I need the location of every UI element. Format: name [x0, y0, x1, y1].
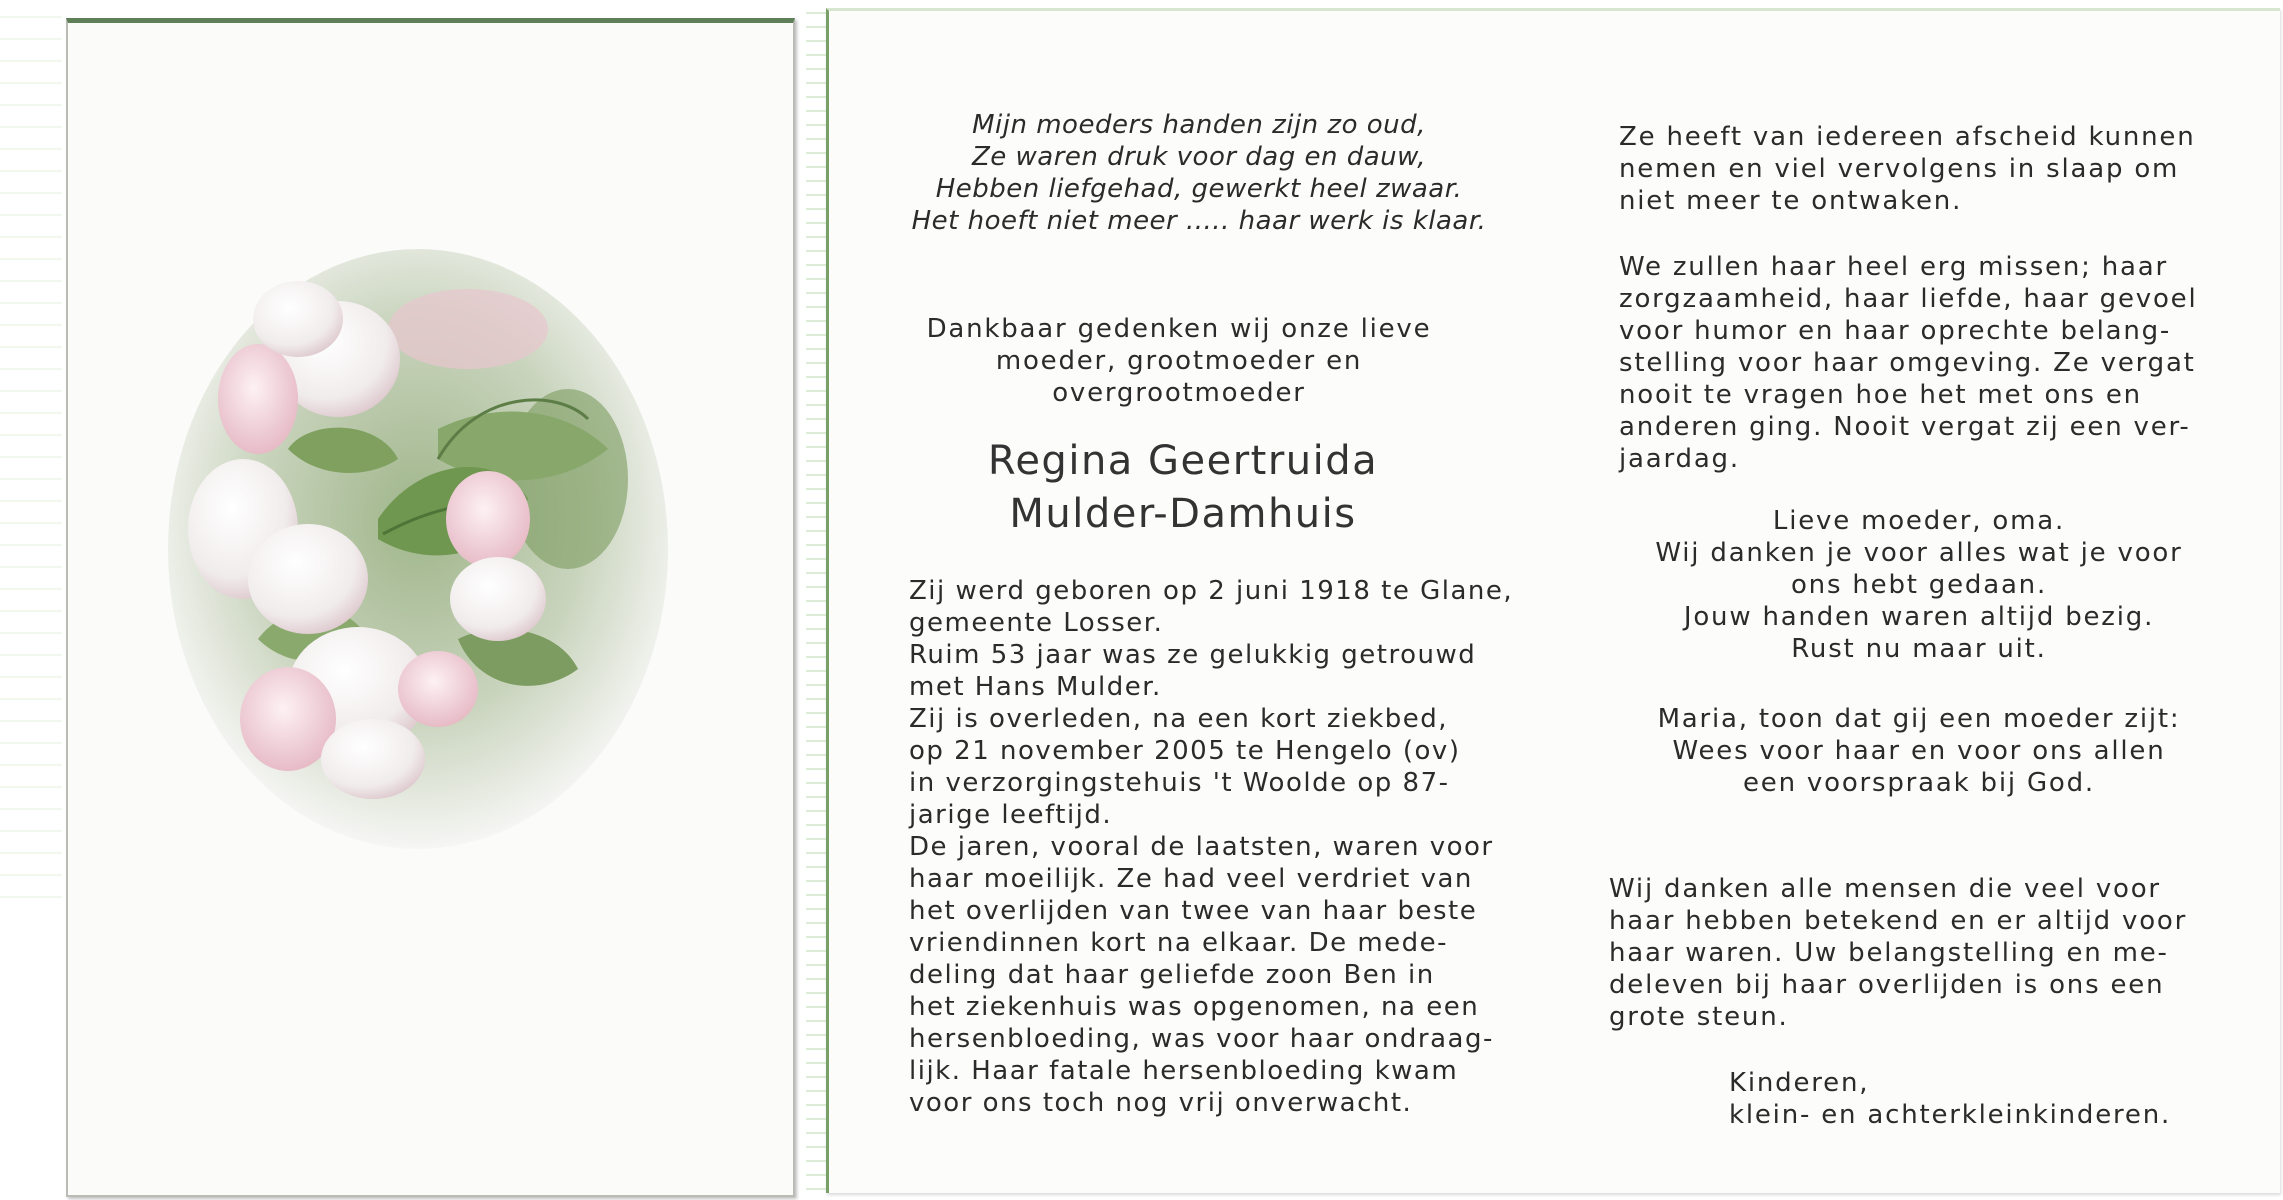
bio-line: deling dat haar geliefde zoon Ben in [909, 960, 1435, 990]
poem-line: Ze waren druk voor dag en dauw, [971, 142, 1427, 172]
miss-line: zorgzaamheid, haar liefde, haar gevoel [1619, 284, 2198, 314]
dedication [829, 313, 1529, 409]
card-front-panel [66, 18, 795, 1197]
farewell-line: niet meer te ontwaken. [1619, 186, 1963, 216]
biography [909, 575, 1514, 1119]
miss-paragraph [1619, 251, 2234, 475]
dedication-line: Dankbaar gedenken wij onze lieve [926, 314, 1432, 344]
bio-line: op 21 november 2005 te Hengelo (ov) [909, 736, 1461, 766]
bio-line: jarige leeftijd. [909, 800, 1113, 830]
farewell-line: nemen en viel vervolgens in slaap om [1619, 154, 2180, 184]
poem-line: Het hoeft niet meer ..... haar werk is klaar. [911, 206, 1487, 236]
apple-blossom-photo [138, 219, 698, 861]
verse-line: Wij danken je voor alles wat je voor [1655, 538, 2183, 568]
verse-line: Lieve moeder, oma. [1772, 506, 2066, 536]
miss-line: We zullen haar heel erg missen; haar [1619, 252, 2168, 282]
farewell-line: Ze heeft van iedereen afscheid kunnen [1619, 122, 2196, 152]
bio-line: het ziekenhuis was opgenomen, na een [909, 992, 1480, 1022]
bio-line: haar moeilijk. Ze had veel verdriet van [909, 864, 1473, 894]
prayer-line: Maria, toon dat gij een moeder zijt: [1657, 704, 2181, 734]
verse-line: Jouw handen waren altijd bezig. [1683, 602, 2155, 632]
bio-line: gemeente Losser. [909, 608, 1164, 638]
bio-line: het overlijden van twee van haar beste [909, 896, 1478, 926]
signature [1729, 1067, 2229, 1131]
thanks-mother-verse [1619, 505, 2219, 665]
acknowledgement-paragraph [1609, 873, 2224, 1033]
farewell-paragraph [1619, 121, 2234, 217]
dedication-line: overgrootmoeder [1052, 378, 1306, 408]
bio-line: De jaren, vooral de laatsten, waren voor [909, 832, 1494, 862]
poem-line: Mijn moeders handen zijn zo oud, [972, 110, 1426, 140]
miss-line: stelling voor haar omgeving. Ze vergat [1619, 348, 2196, 378]
miss-line: nooit te vragen hoe het met ons en [1619, 380, 2142, 410]
bio-line: voor ons toch nog vrij onverwacht. [909, 1088, 1413, 1118]
prayer-line: Wees voor haar en voor ons allen [1672, 736, 2166, 766]
prayer-line: een voorspraak bij God. [1743, 768, 2095, 798]
bio-line: hersenbloeding, was voor haar ondraag- [909, 1024, 1494, 1054]
bio-line: Zij is overleden, na een kort ziekbed, [909, 704, 1449, 734]
bio-line: vriendinnen kort na elkaar. De mede- [909, 928, 1449, 958]
bio-line: Zij werd geboren op 2 juni 1918 te Glane, [909, 576, 1514, 606]
name-line-family: Mulder-Damhuis [1009, 491, 1357, 537]
miss-line: voor humor en haar oprechte belang- [1619, 316, 2172, 346]
ack-line: haar waren. Uw belangstelling en me- [1609, 938, 2169, 968]
bio-line: Ruim 53 jaar was ze gelukkig getrouwd [909, 640, 1477, 670]
scan-edge-strip [0, 10, 62, 910]
miss-line: anderen ging. Nooit vergat zij een ver- [1619, 412, 2191, 442]
signature-line: Kinderen, [1729, 1068, 1870, 1098]
card-inside-panel [826, 8, 2280, 1193]
poem [829, 109, 1569, 237]
poem-line: Hebben liefgehad, gewerkt heel zwaar. [935, 174, 1463, 204]
ack-line: Wij danken alle mensen die veel voor [1609, 874, 2161, 904]
blossom-illustration [138, 219, 698, 861]
signature-line: klein- en achterkleinkinderen. [1729, 1100, 2172, 1130]
ack-line: haar hebben betekend en er altijd voor [1609, 906, 2188, 936]
verse-line: Rust nu maar uit. [1791, 634, 2047, 664]
miss-line: jaardag. [1619, 444, 1740, 474]
ack-line: deleven bij haar overlijden is ons een [1609, 970, 2165, 1000]
prayer-verse [1619, 703, 2219, 799]
bio-line: met Hans Mulder. [909, 672, 1162, 702]
dedication-line: moeder, grootmoeder en [995, 346, 1363, 376]
deceased-name [829, 435, 1537, 541]
name-line-given: Regina Geertruida [987, 438, 1379, 484]
ack-line: grote steun. [1609, 1002, 1789, 1032]
bio-line: in verzorgingstehuis 't Woolde op 87- [909, 768, 1450, 798]
bio-line: lijk. Haar fatale hersenbloeding kwam [909, 1056, 1459, 1086]
verse-line: ons hebt gedaan. [1790, 570, 2048, 600]
